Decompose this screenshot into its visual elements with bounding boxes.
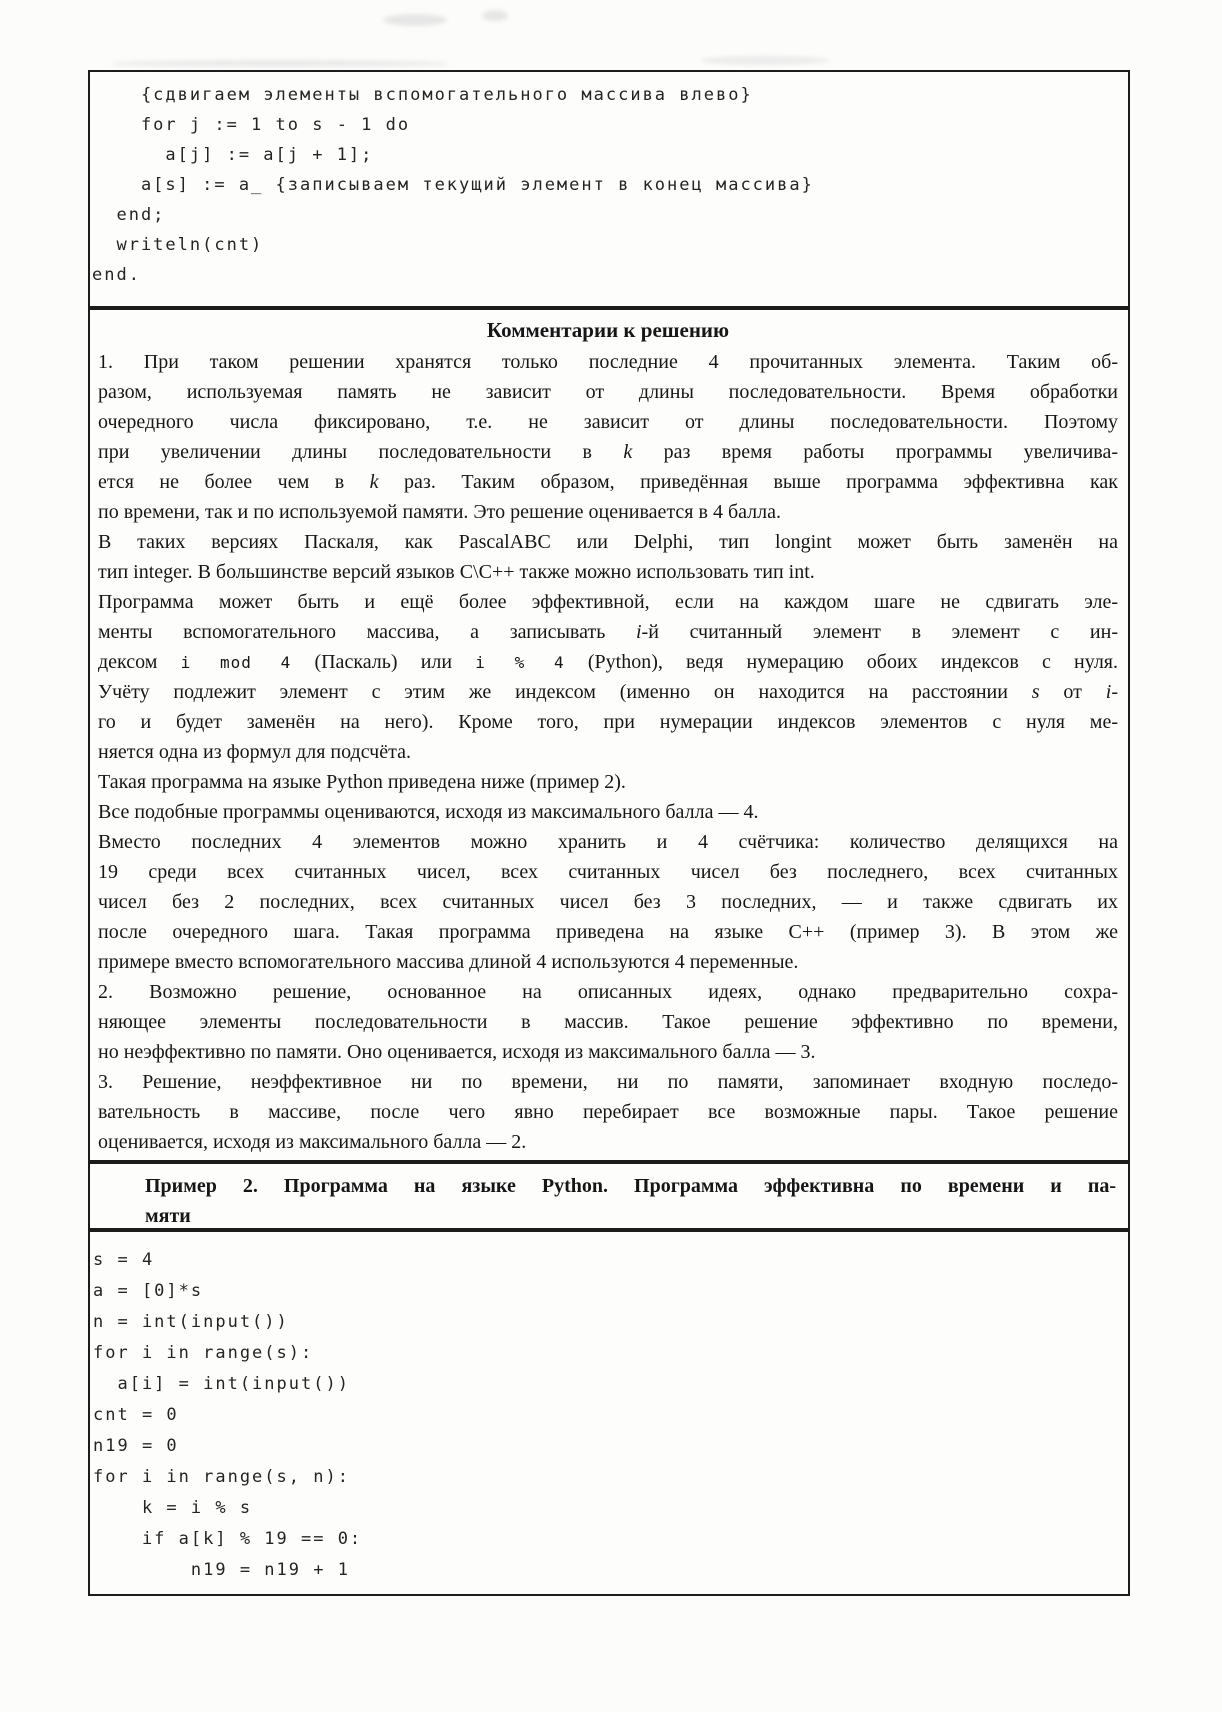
comment-text-line: няющее элементы последовательности в массив. Такое решение эффективно по времени,	[98, 1011, 1118, 1033]
comment-text-line: няется одна из формул для подсчёта.	[98, 741, 411, 763]
python-code-line: a = [0]*s	[93, 1281, 204, 1301]
comment-text-line: при увеличении длины последовательности в k раз время работы программы увеличива-	[98, 441, 1118, 463]
comment-text-line: очередного числа фиксировано, т.е. не зависит от длины последовательности. Поэтому	[98, 411, 1118, 433]
comment-text-line: но неэффективно по памяти. Оно оценивается, исходя из максимального балла — 3.	[98, 1041, 816, 1063]
comment-text-line: примере вместо вспомогательного массива длиной 4 используются 4 переменные.	[98, 951, 799, 973]
python-code-box	[88, 1230, 1130, 1596]
comment-text-line: Такая программа на языке Python приведена ниже (пример 2).	[98, 771, 626, 793]
python-code-line: if a[k] % 19 == 0:	[93, 1529, 363, 1549]
pascal-code-line: end;	[92, 205, 166, 225]
pascal-code-line: end.	[92, 265, 141, 285]
pascal-code-line: for j := 1 to s - 1 do	[92, 115, 411, 135]
scan-smudge	[383, 14, 447, 26]
pascal-code-line: a[s] := a_ {записываем текущий элемент в конец массива}	[92, 175, 814, 195]
example-header-text	[145, 1171, 1116, 1231]
python-code-line: n = int(input())	[93, 1312, 289, 1332]
comment-text-line: 19 среди всех считанных чисел, всех считанных чисел без последнего, всех считанных	[98, 861, 1118, 883]
python-code-line: for i in range(s):	[93, 1343, 314, 1363]
comment-text-line: Все подобные программы оцениваются, исходя из максимального балла — 4.	[98, 801, 759, 823]
comment-text-line: дексом i mod 4 (Паскаль) или i % 4 (Python), ведя нумерацию обоих индексов с нуля.	[98, 651, 1118, 673]
comment-text-line: 2. Возможно решение, основанное на описанных идеях, однако предварительно сохра-	[98, 981, 1118, 1003]
comment-text-line: В таких версиях Паскаля, как PascalABC или Delphi, тип longint может быть заменён на	[98, 531, 1118, 553]
python-code-line: n19 = n19 + 1	[93, 1560, 350, 1580]
scan-smudge	[110, 60, 450, 67]
python-code-line: a[i] = int(input())	[93, 1374, 350, 1394]
comment-text-line: тип integer. В большинстве версий языков C\C++ также можно использовать тип int.	[98, 561, 815, 583]
comment-text-line: оценивается, исходя из максимального балла — 2.	[98, 1131, 527, 1153]
python-code-line: s = 4	[93, 1250, 155, 1270]
pascal-code-line: {сдвигаем элементы вспомогательного массива влево}	[92, 85, 753, 105]
pascal-code-box	[88, 70, 1130, 308]
python-code-line: k = i % s	[93, 1498, 253, 1518]
comments-text	[98, 347, 1118, 1157]
python-code-line: cnt = 0	[93, 1405, 179, 1425]
comment-text-line: вательность в массиве, после чего явно перебирает все возможные пары. Такое решение	[98, 1101, 1118, 1123]
comment-text-line: разом, используемая память не зависит от длины последовательности. Время обработки	[98, 381, 1118, 403]
comment-text-line: 3. Решение, неэффективное ни по времени, ни по памяти, запоминает входную последо-	[98, 1071, 1118, 1093]
comment-text-line: Учёту подлежит элемент с этим же индексом (именно он находится на расстоянии s от i-	[98, 681, 1118, 703]
comment-text-line: Вместо последних 4 элементов можно хранить и 4 счётчика: количество делящихся на	[98, 831, 1118, 853]
comment-text-line: после очередного шага. Такая программа приведена на языке C++ (пример 3). В этом же	[98, 921, 1118, 943]
comment-text-line: чисел без 2 последних, всех считанных чисел без 3 последних, — и также сдвигать их	[98, 891, 1118, 913]
pascal-code-line: a[j] := a[j + 1];	[92, 145, 374, 165]
comments-box	[88, 308, 1130, 1162]
python-code-line: n19 = 0	[93, 1436, 179, 1456]
example-header-box	[88, 1162, 1130, 1230]
python-code-line: for i in range(s, n):	[93, 1467, 350, 1487]
comment-text-line: го и будет заменён на него). Кроме того, при нумерации индексов элементов с нуля ме-	[98, 711, 1118, 733]
comment-text-line: по времени, так и по используемой памяти. Это решение оценивается в 4 балла.	[98, 501, 782, 523]
comment-text-line: Программа может быть и ещё более эффективной, если на каждом шаге не сдвигать эле-	[98, 591, 1118, 613]
pascal-code-line: writeln(cnt)	[92, 235, 264, 255]
comment-text-line: менты вспомогательного массива, а записывать i-й считанный элемент в элемент с ин-	[98, 621, 1118, 643]
example-header-line: Пример 2. Программа на языке Python. Программа эффективна по времени и па-	[145, 1175, 1116, 1197]
comment-text-line: 1. При таком решении хранятся только последние 4 прочитанных элемента. Таким об-	[98, 351, 1118, 373]
example-header-line: мяти	[145, 1205, 191, 1227]
comment-text-line: ется не более чем в k раз. Таким образом, приведённая выше программа эффективна как	[98, 471, 1118, 493]
scan-smudge	[482, 10, 508, 21]
scan-smudge	[700, 56, 830, 65]
comments-heading: Комментарии к решению	[486, 318, 730, 342]
